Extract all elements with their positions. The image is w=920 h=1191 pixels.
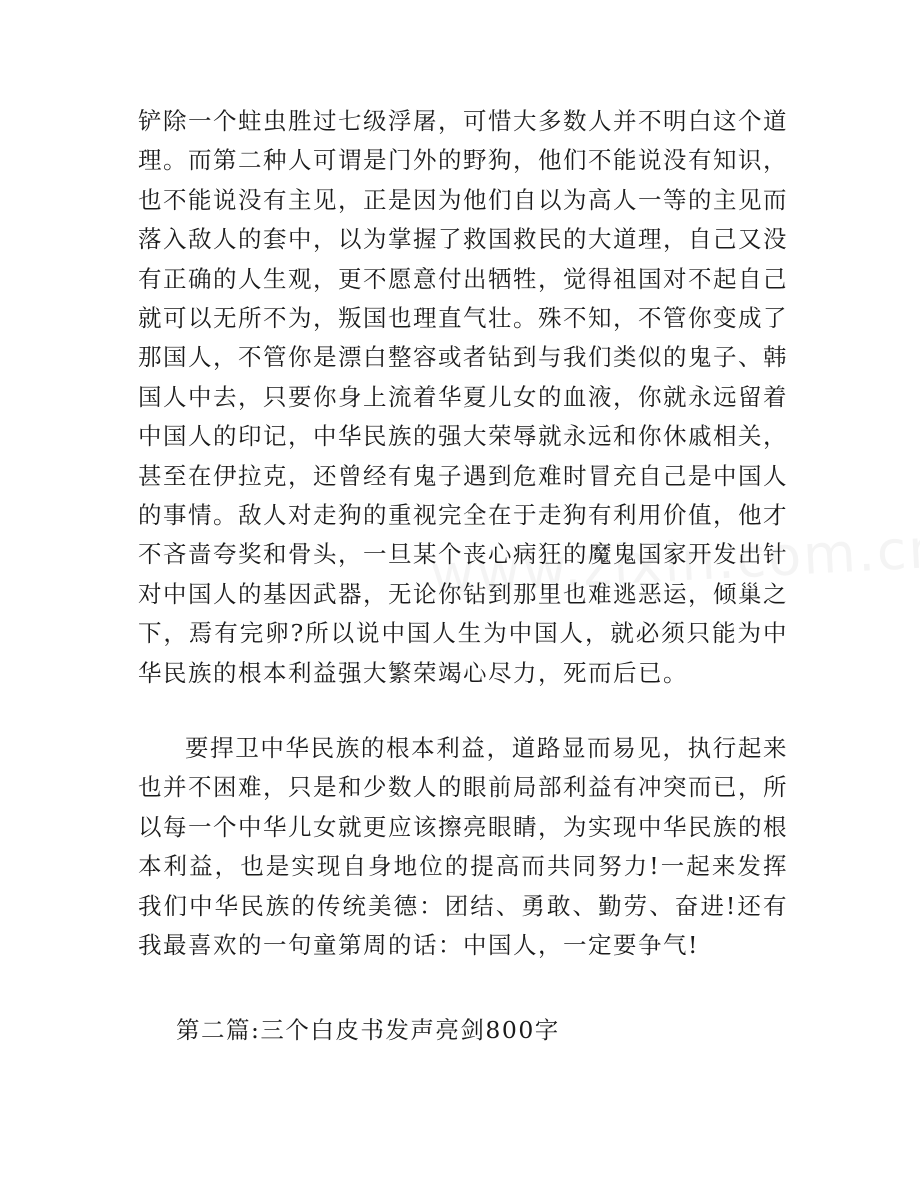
- section-heading: 第二篇:三个白皮书发声亮剑800字: [176, 1016, 560, 1044]
- body-paragraph-1: 铲除一个蛀虫胜过七级浮屠，可惜大多数人并不明白这个道理。而第二种人可谓是门外的野狗，他们不能说没有知识，也不能说没有主见，正是因为他们自以为高人一等的主见而落入敌人的套中，以为掌握了救国救民的大道理，自己又没有正确的人生观，更不愿意付出牺牲，觉得祖国对不起自己就可以无所不为，叛国也理直气壮。殊不知，不管你变成了那国人，不管你是漂白整容或者钻到与我们类似的鬼子、韩国人中去，只要你身上流着华夏儿女的血液，你就永远留着中国人的印记，中华民族的强大荣辱就永远和你休戚相关，甚至在伊拉克，还曾经有鬼子遇到危难时冒充自己是中国人的事情。敌人对走狗的重视完全在于走狗有利用价值，他才不吝啬夸奖和骨头，一旦某个丧心病狂的魔鬼国家开发出针对中国人的基因武器，无论你钻到那里也难逃恶运，倾巢之下，焉有完卵?所以说中国人生为中国人，就必须只能为中华民族的根本利益强大繁荣竭心尽力，死而后已。: [138, 107, 788, 687]
- body-paragraph-2: 要捍卫中华民族的根本利益，道路显而易见，执行起来也并不困难，只是和少数人的眼前局部利益有冲突而已，所以每一个中华儿女就更应该擦亮眼睛，为实现中华民族的根本利益，也是实现自身地位的提高而共同努力!一起来发挥我们中华民族的传统美德：团结、勇敢、勤劳、奋进!还有我最喜欢的一句童第周的话：中国人，一定要争气!: [138, 734, 788, 960]
